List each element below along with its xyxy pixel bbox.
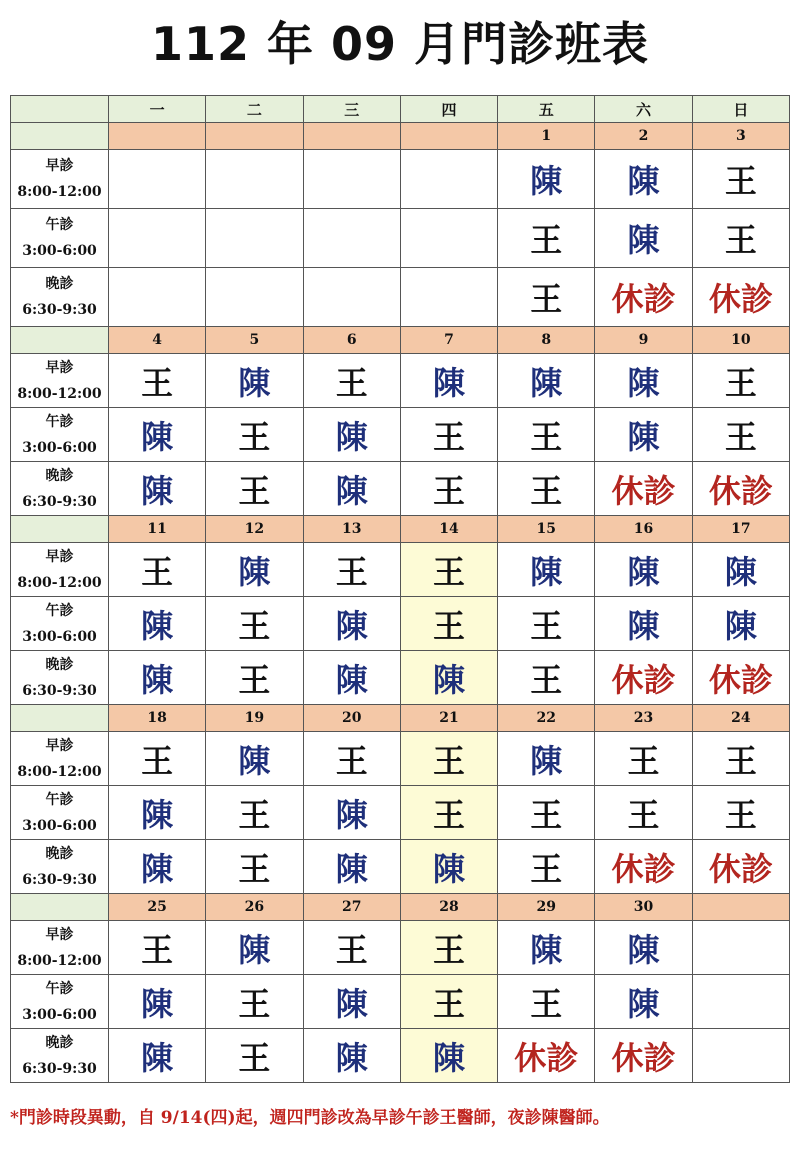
slot-name: 晚診 — [45, 656, 74, 673]
slot-time: 8:00-12:00 — [17, 184, 102, 200]
slot-time: 6:30-9:30 — [22, 1060, 97, 1077]
doctor-cell: 休診 — [595, 651, 692, 705]
slot-row — [11, 840, 790, 894]
date-row — [11, 894, 790, 921]
doctor-cell: 陳 — [303, 408, 400, 462]
slot-name: 早診 — [45, 926, 74, 943]
doctor-cell: 王 — [303, 354, 400, 408]
doctor-cell: 陳 — [595, 209, 692, 268]
weekday-header: 三 — [303, 96, 400, 123]
doctor-cell: 王 — [595, 786, 692, 840]
weekday-header: 日 — [692, 96, 789, 123]
doctor-cell: 陳 — [303, 651, 400, 705]
date-cell: 9 — [595, 327, 692, 354]
doctor-cell: 王 — [303, 543, 400, 597]
doctor-cell: 王 — [109, 921, 206, 975]
doctor-cell — [303, 150, 400, 209]
doctor-cell: 王 — [206, 597, 303, 651]
slot-time: 8:00-12:00 — [17, 385, 102, 402]
date-row-spacer — [11, 516, 109, 543]
doctor-cell: 陳 — [109, 840, 206, 894]
slot-name: 午診 — [45, 791, 74, 808]
date-cell: 26 — [206, 894, 303, 921]
slot-time: 6:30-9:30 — [22, 682, 97, 699]
date-cell: 19 — [206, 705, 303, 732]
doctor-cell: 王 — [109, 732, 206, 786]
doctor-cell: 王 — [400, 975, 497, 1029]
doctor-cell: 休診 — [595, 840, 692, 894]
date-cell: 16 — [595, 516, 692, 543]
doctor-cell: 陳 — [400, 840, 497, 894]
slot-name: 午診 — [45, 413, 74, 430]
slot-time: 8:00-12:00 — [17, 763, 102, 780]
doctor-cell — [400, 209, 497, 268]
doctor-cell: 休診 — [498, 1029, 595, 1083]
slot-label — [11, 840, 109, 894]
doctor-cell — [206, 150, 303, 209]
schedule-body — [11, 96, 790, 1083]
doctor-cell: 陳 — [109, 1029, 206, 1083]
slot-name: 晚診 — [45, 467, 74, 484]
doctor-cell: 陳 — [595, 975, 692, 1029]
slot-row — [11, 408, 790, 462]
slot-name: 早診 — [45, 548, 74, 565]
slot-row — [11, 732, 790, 786]
doctor-cell — [109, 150, 206, 209]
slot-label — [11, 651, 109, 705]
doctor-cell: 王 — [109, 354, 206, 408]
slot-row — [11, 462, 790, 516]
doctor-cell: 王 — [692, 408, 789, 462]
doctor-cell: 王 — [206, 840, 303, 894]
doctor-cell: 王 — [498, 786, 595, 840]
date-cell: 3 — [692, 123, 789, 150]
date-cell: 29 — [498, 894, 595, 921]
slot-label — [11, 462, 109, 516]
date-cell: 13 — [303, 516, 400, 543]
date-row — [11, 516, 790, 543]
doctor-cell: 王 — [498, 840, 595, 894]
doctor-cell: 王 — [206, 408, 303, 462]
doctor-cell: 陳 — [109, 462, 206, 516]
date-cell: 2 — [595, 123, 692, 150]
slot-time: 3:00-6:00 — [22, 817, 97, 834]
slot-label — [11, 354, 109, 408]
doctor-cell: 陳 — [692, 543, 789, 597]
date-cell: 30 — [595, 894, 692, 921]
doctor-cell: 陳 — [303, 1029, 400, 1083]
date-cell: 14 — [400, 516, 497, 543]
doctor-cell: 陳 — [400, 651, 497, 705]
doctor-cell: 陳 — [109, 408, 206, 462]
slot-label — [11, 732, 109, 786]
slot-label — [11, 1029, 109, 1083]
doctor-cell: 陳 — [109, 651, 206, 705]
weekday-header: 六 — [595, 96, 692, 123]
doctor-cell — [400, 150, 497, 209]
slot-row — [11, 268, 790, 327]
date-cell: 4 — [109, 327, 206, 354]
slot-name: 午診 — [45, 980, 74, 997]
slot-name: 早診 — [45, 359, 74, 376]
weekday-header-row — [11, 96, 790, 123]
doctor-cell: 陳 — [109, 786, 206, 840]
doctor-cell: 陳 — [206, 732, 303, 786]
doctor-cell: 陳 — [303, 840, 400, 894]
doctor-cell: 王 — [498, 209, 595, 268]
page-title: 112 年 09 月門診班表 — [150, 17, 650, 71]
slot-label — [11, 921, 109, 975]
doctor-cell — [400, 268, 497, 327]
date-cell: 18 — [109, 705, 206, 732]
slot-label — [11, 786, 109, 840]
date-cell — [303, 123, 400, 150]
date-cell: 12 — [206, 516, 303, 543]
doctor-cell: 王 — [498, 462, 595, 516]
doctor-cell — [303, 268, 400, 327]
doctor-cell: 陳 — [303, 786, 400, 840]
doctor-cell: 陳 — [400, 1029, 497, 1083]
doctor-cell — [206, 209, 303, 268]
date-cell: 22 — [498, 705, 595, 732]
doctor-cell: 王 — [498, 268, 595, 327]
slot-time: 6:30-9:30 — [22, 871, 97, 888]
date-cell: 27 — [303, 894, 400, 921]
doctor-cell: 王 — [206, 1029, 303, 1083]
date-row — [11, 327, 790, 354]
doctor-cell: 王 — [692, 209, 789, 268]
doctor-cell: 陳 — [595, 921, 692, 975]
slot-label — [11, 543, 109, 597]
doctor-cell: 王 — [206, 651, 303, 705]
slot-time: 3:00-6:00 — [22, 439, 97, 456]
slot-row — [11, 786, 790, 840]
doctor-cell: 陳 — [303, 597, 400, 651]
date-cell: 23 — [595, 705, 692, 732]
slot-label — [11, 408, 109, 462]
doctor-cell — [109, 268, 206, 327]
weekday-header: 五 — [498, 96, 595, 123]
slot-time: 3:00-6:00 — [22, 628, 97, 645]
doctor-cell: 陳 — [109, 975, 206, 1029]
date-cell: 21 — [400, 705, 497, 732]
slot-name: 晚診 — [45, 1034, 74, 1051]
doctor-cell — [692, 1029, 789, 1083]
date-cell — [692, 894, 789, 921]
doctor-cell: 王 — [206, 786, 303, 840]
doctor-cell: 王 — [692, 354, 789, 408]
doctor-cell: 休診 — [692, 268, 789, 327]
date-row-spacer — [11, 894, 109, 921]
slot-time: 6:30-9:30 — [22, 302, 97, 318]
doctor-cell: 陳 — [498, 354, 595, 408]
doctor-cell: 休診 — [595, 268, 692, 327]
schedule-footnote: *門診時段異動，自 9/14(四)起，週四門診改為早診午診王醫師，夜診陳醫師。 — [10, 1108, 610, 1128]
slot-row — [11, 651, 790, 705]
date-row-spacer — [11, 705, 109, 732]
slot-row — [11, 975, 790, 1029]
slot-name: 晚診 — [45, 845, 74, 862]
date-cell: 10 — [692, 327, 789, 354]
doctor-cell: 陳 — [109, 597, 206, 651]
date-cell: 6 — [303, 327, 400, 354]
slot-name: 早診 — [45, 737, 74, 754]
doctor-cell — [303, 209, 400, 268]
doctor-cell: 王 — [206, 462, 303, 516]
slot-row — [11, 921, 790, 975]
date-cell: 20 — [303, 705, 400, 732]
doctor-cell: 王 — [498, 408, 595, 462]
doctor-cell: 王 — [109, 543, 206, 597]
doctor-cell: 陳 — [595, 597, 692, 651]
slot-time: 6:30-9:30 — [22, 493, 97, 510]
schedule-table — [10, 95, 790, 1083]
doctor-cell: 王 — [400, 462, 497, 516]
date-cell — [109, 123, 206, 150]
doctor-cell: 王 — [400, 408, 497, 462]
date-row — [11, 705, 790, 732]
doctor-cell: 陳 — [498, 543, 595, 597]
date-cell: 7 — [400, 327, 497, 354]
date-cell: 8 — [498, 327, 595, 354]
doctor-cell: 王 — [595, 732, 692, 786]
slot-time: 8:00-12:00 — [17, 574, 102, 591]
doctor-cell: 王 — [400, 732, 497, 786]
slot-row — [11, 209, 790, 268]
doctor-cell: 休診 — [692, 840, 789, 894]
doctor-cell: 陳 — [498, 921, 595, 975]
doctor-cell: 陳 — [498, 150, 595, 209]
slot-name: 午診 — [45, 602, 74, 619]
doctor-cell: 王 — [400, 786, 497, 840]
doctor-cell: 王 — [400, 921, 497, 975]
slot-time: 3:00-6:00 — [22, 243, 97, 259]
slot-name: 午診 — [45, 217, 74, 233]
doctor-cell: 王 — [206, 975, 303, 1029]
date-row-spacer — [11, 327, 109, 354]
doctor-cell — [206, 268, 303, 327]
slot-time: 8:00-12:00 — [17, 952, 102, 969]
date-cell: 28 — [400, 894, 497, 921]
doctor-cell: 陳 — [595, 543, 692, 597]
slot-label — [11, 268, 109, 327]
doctor-cell: 休診 — [692, 651, 789, 705]
doctor-cell: 王 — [692, 786, 789, 840]
weekday-header: 一 — [109, 96, 206, 123]
doctor-cell: 陳 — [206, 921, 303, 975]
doctor-cell — [692, 921, 789, 975]
doctor-cell: 休診 — [595, 462, 692, 516]
slot-label — [11, 209, 109, 268]
doctor-cell: 陳 — [498, 732, 595, 786]
date-cell: 11 — [109, 516, 206, 543]
date-cell — [206, 123, 303, 150]
weekday-header: 四 — [400, 96, 497, 123]
date-row-spacer — [11, 123, 109, 150]
date-cell: 1 — [498, 123, 595, 150]
date-cell — [400, 123, 497, 150]
slot-label — [11, 150, 109, 209]
date-cell: 24 — [692, 705, 789, 732]
doctor-cell: 王 — [400, 597, 497, 651]
doctor-cell: 陳 — [595, 354, 692, 408]
slot-name: 早診 — [45, 158, 74, 174]
slot-label — [11, 597, 109, 651]
slot-time: 3:00-6:00 — [22, 1006, 97, 1023]
doctor-cell: 陳 — [303, 462, 400, 516]
doctor-cell: 陳 — [595, 408, 692, 462]
doctor-cell: 王 — [498, 975, 595, 1029]
slot-row — [11, 354, 790, 408]
doctor-cell: 陳 — [692, 597, 789, 651]
date-cell: 15 — [498, 516, 595, 543]
date-cell: 5 — [206, 327, 303, 354]
doctor-cell: 王 — [498, 597, 595, 651]
doctor-cell: 陳 — [303, 975, 400, 1029]
slot-row — [11, 150, 790, 209]
doctor-cell: 王 — [303, 921, 400, 975]
date-cell: 25 — [109, 894, 206, 921]
doctor-cell: 王 — [692, 732, 789, 786]
corner-cell — [11, 96, 109, 123]
slot-name: 晚診 — [45, 276, 74, 292]
weekday-header: 二 — [206, 96, 303, 123]
doctor-cell: 陳 — [206, 354, 303, 408]
slot-label — [11, 975, 109, 1029]
doctor-cell — [692, 975, 789, 1029]
date-row — [11, 123, 790, 150]
slot-row — [11, 543, 790, 597]
slot-row — [11, 597, 790, 651]
doctor-cell: 陳 — [206, 543, 303, 597]
doctor-cell: 王 — [498, 651, 595, 705]
doctor-cell: 陳 — [595, 150, 692, 209]
doctor-cell: 王 — [692, 150, 789, 209]
doctor-cell: 休診 — [692, 462, 789, 516]
doctor-cell: 休診 — [595, 1029, 692, 1083]
doctor-cell — [109, 209, 206, 268]
doctor-cell: 陳 — [400, 354, 497, 408]
slot-row — [11, 1029, 790, 1083]
date-cell: 17 — [692, 516, 789, 543]
doctor-cell: 王 — [303, 732, 400, 786]
doctor-cell: 王 — [400, 543, 497, 597]
